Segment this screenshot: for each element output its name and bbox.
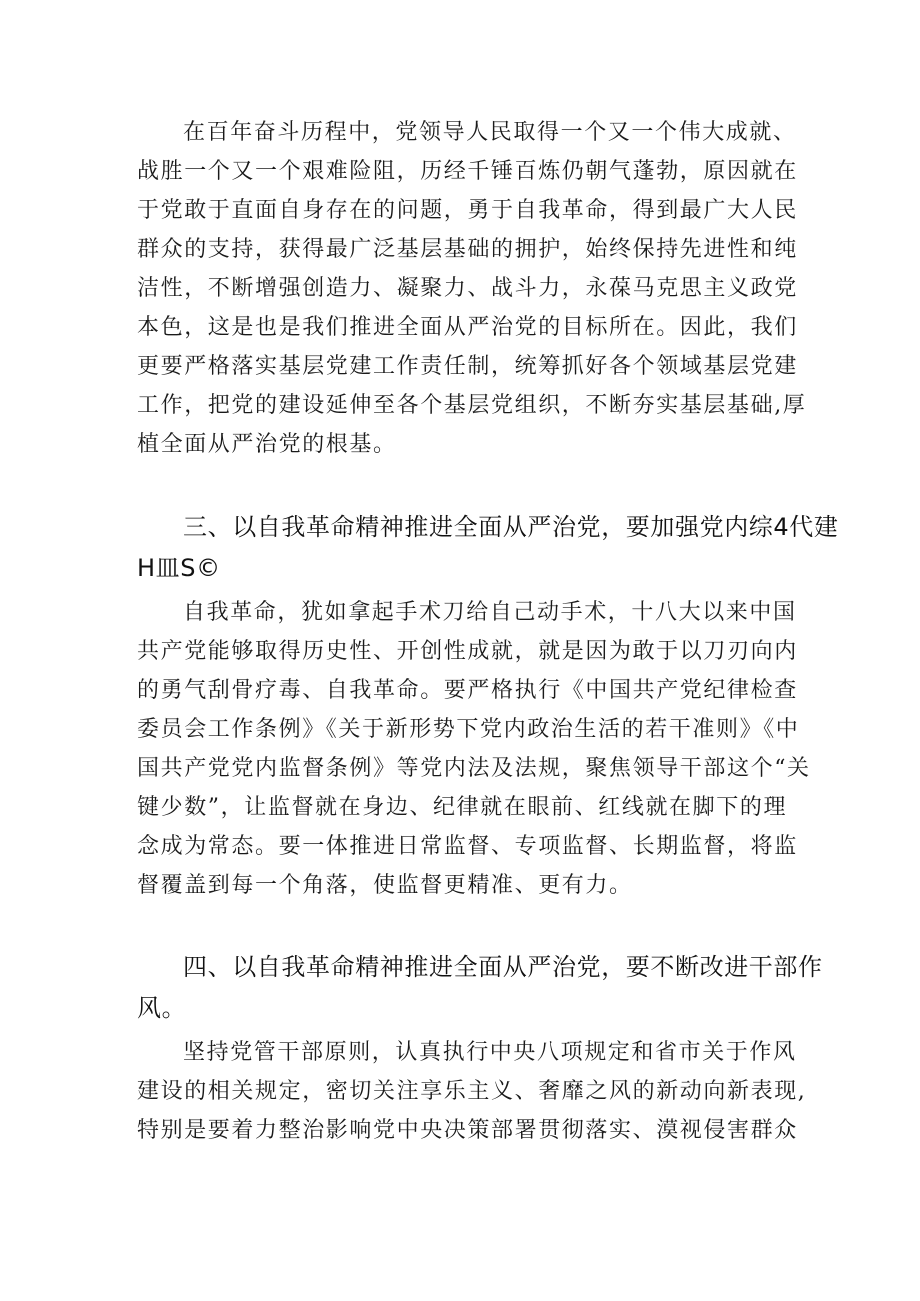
paragraph-line: 坚持党管干部原则，认真执行中央八项规定和省市关于作风 bbox=[183, 1040, 797, 1065]
paragraph-line: 自我革命，犹如拿起手术刀给自己动手术，十八大以来中国 bbox=[183, 600, 797, 625]
heading-line: 三、以自我革命精神推进全面从严治党，要加强党内综4代建 bbox=[183, 513, 839, 541]
section-heading-4 bbox=[137, 947, 823, 1029]
heading-line: 风。 bbox=[137, 994, 187, 1022]
paragraph-line: 于党敢于直面自身存在的问题，勇于自我革命，得到最广大人民 bbox=[137, 198, 798, 223]
heading-line: H皿S© bbox=[137, 554, 221, 582]
paragraph-line: 在百年奋斗历程中，党领导人民取得一个又一个伟大成就、 bbox=[183, 120, 797, 145]
paragraph-line: 战胜一个又一个艰难险阻，历经千锤百炼仍朝气蓬勃，原因就在 bbox=[137, 159, 798, 184]
body-paragraph-1 bbox=[137, 113, 807, 464]
paragraph-line: 委员会工作条例》《关于新形势下党内政治生活的若干准则》《中 bbox=[137, 717, 800, 742]
paragraph-line: 更要严格落实基层党建工作责任制，统筹抓好各个领域基层党建 bbox=[137, 354, 798, 379]
paragraph-line: 建设的相关规定，密切关注享乐主义、奢靡之风的新动向新表现, bbox=[137, 1079, 807, 1104]
paragraph-line: 群众的支持，获得最广泛基层基础的拥护，始终保持先进性和纯 bbox=[137, 237, 798, 262]
heading-line: 四、以自我革命精神推进全面从严治党，要不断改进干部作 bbox=[183, 953, 823, 981]
paragraph-line: 洁性，不断增强创造力、凝聚力、战斗力，永葆马克思主义政党 bbox=[137, 276, 798, 301]
paragraph-line: 念成为常态。要一体推进日常监督、专项监督、长期监督，将监 bbox=[137, 834, 798, 859]
paragraph-line: 键少数”，让监督就在身边、纪律就在眼前、红线就在脚下的理 bbox=[137, 795, 788, 820]
paragraph-line: 的勇气刮骨疗毒、自我革命。要严格执行《中国共产党纪律检查 bbox=[137, 678, 798, 703]
body-paragraph-3 bbox=[137, 593, 811, 905]
paragraph-line: 督覆盖到每一个角落，使监督更精准、更有力。 bbox=[137, 873, 633, 898]
paragraph-line: 特别是要着力整治影响党中央决策部署贯彻落实、漠视侵害群众 bbox=[137, 1118, 798, 1143]
paragraph-line: 植全面从严治党的根基。 bbox=[137, 432, 397, 457]
paragraph-line: 本色，这是也是我们推进全面从严治党的目标所在。因此，我们 bbox=[137, 315, 798, 340]
paragraph-line: 共产党能够取得历史性、开创性成就，就是因为敢于以刀刃向内 bbox=[137, 639, 798, 664]
paragraph-line: 国共产党党内监督条例》等党内法及法规，聚焦领导干部这个“关 bbox=[137, 756, 811, 781]
section-heading-3 bbox=[137, 507, 839, 589]
body-paragraph-4 bbox=[137, 1033, 807, 1150]
paragraph-line: 工作，把党的建设延伸至各个基层党组织，不断夯实基层基础,厚 bbox=[137, 393, 807, 418]
